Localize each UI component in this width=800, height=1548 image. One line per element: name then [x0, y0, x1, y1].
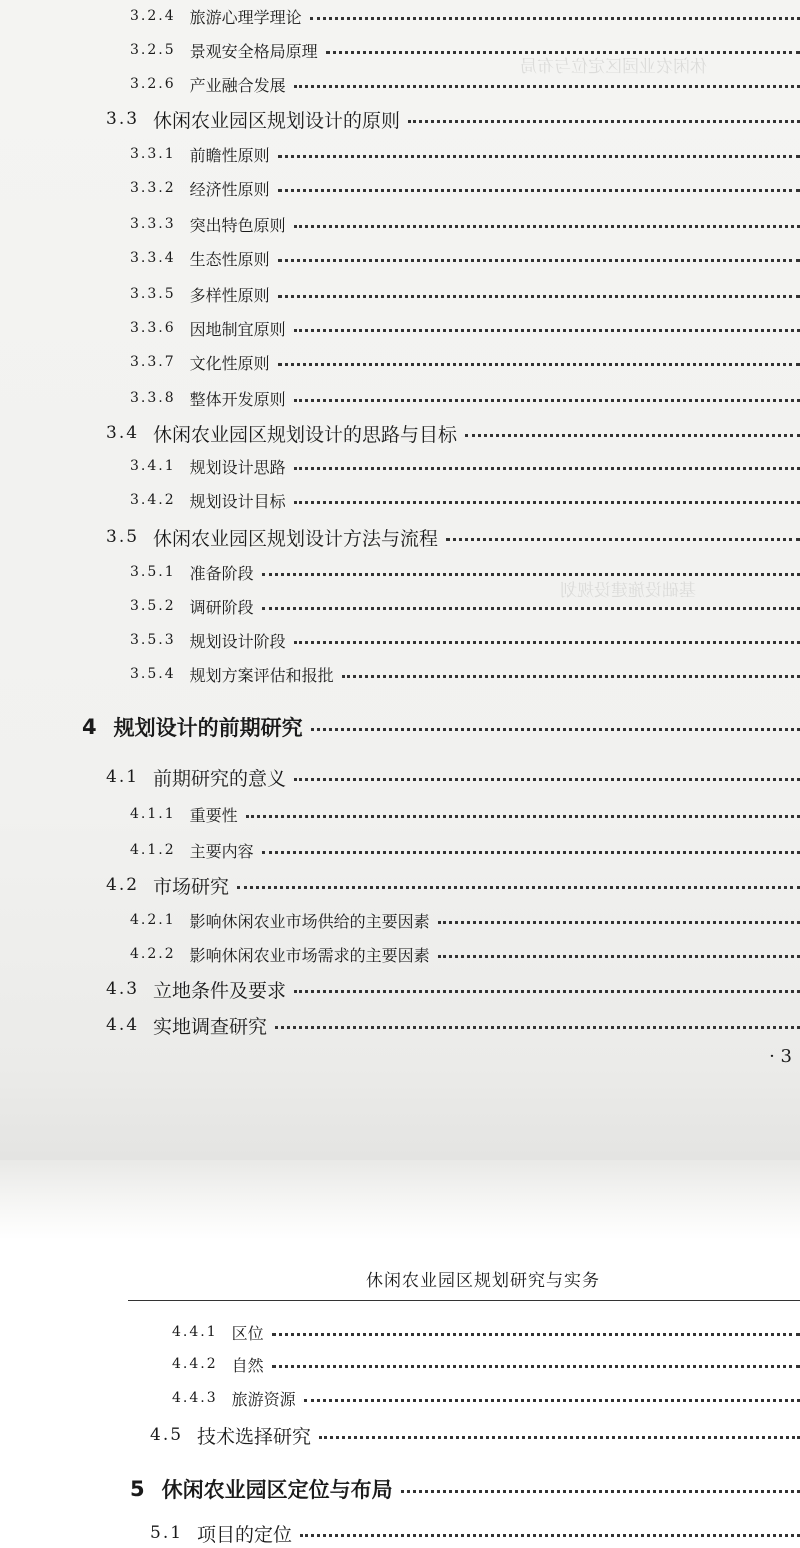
dot-leader	[278, 155, 800, 158]
header-rule	[128, 1300, 800, 1301]
toc-entry-title: 整体开发原则	[189, 389, 286, 409]
toc-entry-title: 前瞻性原则	[189, 145, 270, 165]
toc-entry-number: 4.1.1	[130, 806, 176, 822]
dot-leader	[342, 675, 800, 678]
toc-entry-number: 4.4.3	[172, 1390, 218, 1406]
toc-entry-title: 规划方案评估和报批	[189, 665, 334, 685]
toc-entry-title: 规划设计思路	[189, 457, 286, 477]
dot-leader	[310, 17, 800, 20]
toc-entry-number: 3.3.8	[130, 390, 176, 406]
dot-leader	[438, 955, 800, 958]
toc-subsection-entry	[130, 384, 800, 412]
dot-leader	[294, 467, 800, 470]
toc-subsection-entry	[130, 244, 800, 272]
toc-entry-number: 3.2.5	[130, 42, 176, 58]
toc-entry-number: 3.3.3	[130, 216, 176, 232]
toc-entry-number: 3.3.4	[130, 250, 176, 266]
page-gap	[0, 1160, 800, 1240]
toc-subsection-entry	[172, 1384, 800, 1412]
toc-entry-number: 3.3.5	[130, 286, 176, 302]
toc-subsection-entry	[130, 660, 800, 688]
toc-entry-title: 项目的定位	[197, 1523, 293, 1546]
dot-leader	[294, 778, 800, 781]
toc-entry-number: 4.1.2	[130, 842, 176, 858]
toc-entry-number: 3.3.2	[130, 180, 176, 196]
dot-leader	[262, 607, 800, 610]
toc-entry-title: 生态性原则	[189, 249, 270, 269]
dot-leader	[246, 815, 800, 818]
running-head: 休闲农业园区规划研究与实务	[366, 1271, 600, 1291]
toc-chapter-entry	[82, 710, 800, 744]
toc-subsection-entry	[130, 558, 800, 586]
toc-entry-number: 4.3	[106, 979, 140, 999]
toc-subsection-entry	[130, 314, 800, 342]
toc-subsection-entry	[130, 36, 800, 64]
toc-subsection-entry	[130, 906, 800, 934]
dot-leader	[304, 1399, 800, 1402]
toc-entry-title: 多样性原则	[189, 285, 270, 305]
toc-subsection-entry	[130, 2, 800, 30]
toc-section-entry	[150, 1420, 800, 1450]
toc-subsection-entry	[130, 70, 800, 98]
toc-entry-title: 旅游资源	[231, 1389, 296, 1409]
dot-leader	[262, 851, 800, 854]
dot-leader	[237, 886, 800, 889]
toc-entry-title: 影响休闲农业市场供给的主要因素	[189, 911, 430, 931]
dot-leader	[278, 295, 800, 298]
dot-leader	[294, 990, 800, 993]
dot-leader	[319, 1436, 800, 1439]
toc-entry-title: 影响休闲农业市场需求的主要因素	[189, 945, 430, 965]
toc-entry-title: 经济性原则	[189, 179, 270, 199]
toc-subsection-entry	[130, 348, 800, 376]
toc-chapter-entry	[130, 1472, 800, 1506]
toc-entry-title: 景观安全格局原理	[189, 41, 318, 61]
toc-subsection-entry	[130, 626, 800, 654]
toc-entry-title: 休闲农业园区规划设计的原则	[153, 109, 401, 132]
toc-entry-number: 5	[130, 1477, 146, 1501]
toc-entry-number: 3.3	[106, 109, 140, 129]
toc-section-entry	[106, 974, 800, 1004]
dot-leader	[294, 225, 800, 228]
toc-subsection-entry	[130, 140, 800, 168]
toc-section-entry	[106, 522, 800, 552]
dot-leader	[262, 573, 800, 576]
toc-entry-number: 3.5.1	[130, 564, 176, 580]
toc-entry-number: 3.3.7	[130, 354, 176, 370]
toc-section-entry	[106, 418, 800, 448]
dot-leader	[300, 1534, 800, 1537]
toc-entry-title: 休闲农业园区规划设计的思路与目标	[153, 423, 458, 446]
toc-entry-number: 3.4	[106, 423, 140, 443]
toc-entry-number: 5.1	[150, 1523, 184, 1543]
dot-leader	[278, 259, 800, 262]
dot-leader	[275, 1026, 800, 1029]
toc-entry-number: 4.4.2	[172, 1356, 218, 1372]
dot-leader	[294, 399, 800, 402]
dot-leader	[446, 538, 800, 541]
toc-entry-title: 规划设计阶段	[189, 631, 286, 651]
toc-entry-title: 文化性原则	[189, 353, 270, 373]
dot-leader	[465, 434, 800, 437]
toc-entry-number: 3.5.2	[130, 598, 176, 614]
toc-subsection-entry	[130, 800, 800, 828]
toc-entry-number: 4.2.2	[130, 946, 176, 962]
toc-entry-title: 休闲农业园区规划设计方法与流程	[153, 527, 439, 550]
dot-leader	[408, 120, 800, 123]
toc-subsection-entry	[172, 1318, 800, 1346]
toc-subsection-entry	[130, 210, 800, 238]
dot-leader	[294, 85, 800, 88]
toc-entry-title: 调研阶段	[189, 597, 254, 617]
toc-entry-title: 休闲农业园区定位与布局	[161, 1478, 393, 1502]
dot-leader	[438, 921, 800, 924]
toc-entry-number: 3.5	[106, 527, 140, 547]
toc-entry-title: 规划设计的前期研究	[113, 716, 303, 740]
toc-entry-title: 突出特色原则	[189, 215, 286, 235]
toc-entry-number: 4.4.1	[172, 1324, 218, 1340]
toc-entry-number: 3.4.2	[130, 492, 176, 508]
toc-entry-number: 3.4.1	[130, 458, 176, 474]
toc-entry-number: 3.2.4	[130, 8, 176, 24]
toc-entry-number: 4.1	[106, 767, 140, 787]
toc-subsection-entry	[130, 452, 800, 480]
page-number: · 3	[769, 1046, 792, 1067]
toc-subsection-entry	[130, 280, 800, 308]
toc-subsection-entry	[130, 486, 800, 514]
toc-entry-number: 4.5	[150, 1425, 184, 1445]
toc-entry-title: 主要内容	[189, 841, 254, 861]
toc-entry-number: 4	[82, 715, 98, 739]
toc-entry-title: 准备阶段	[189, 563, 254, 583]
dot-leader	[294, 641, 800, 644]
toc-subsection-entry	[130, 174, 800, 202]
dot-leader	[294, 501, 800, 504]
toc-entry-title: 重要性	[189, 805, 238, 825]
toc-subsection-entry	[130, 940, 800, 968]
toc-entry-title: 前期研究的意义	[153, 767, 287, 790]
toc-entry-number: 3.3.6	[130, 320, 176, 336]
dot-leader	[326, 51, 800, 54]
toc-entry-number: 3.3.1	[130, 146, 176, 162]
toc-entry-title: 规划设计目标	[189, 491, 286, 511]
toc-entry-title: 技术选择研究	[197, 1425, 312, 1448]
toc-entry-title: 立地条件及要求	[153, 979, 287, 1002]
toc-entry-number: 4.2	[106, 875, 140, 895]
toc-section-entry	[106, 1010, 800, 1040]
toc-section-entry	[106, 870, 800, 900]
toc-entry-number: 3.2.6	[130, 76, 176, 92]
toc-subsection-entry	[130, 592, 800, 620]
dot-leader	[272, 1333, 800, 1336]
toc-subsection-entry	[130, 836, 800, 864]
toc-entry-number: 3.5.4	[130, 666, 176, 682]
bleed-through-text: 基础设施建设规划	[560, 581, 696, 601]
toc-entry-number: 4.2.1	[130, 912, 176, 928]
toc-entry-title: 产业融合发展	[189, 75, 286, 95]
bleed-through-text: 休闲农业园区定位与布局	[520, 57, 707, 77]
toc-entry-title: 旅游心理学理论	[189, 7, 302, 27]
dot-leader	[272, 1365, 800, 1368]
dot-leader	[401, 1490, 800, 1493]
toc-entry-title: 自然	[231, 1355, 264, 1375]
toc-entry-title: 实地调查研究	[153, 1015, 268, 1038]
dot-leader	[294, 329, 800, 332]
toc-subsection-entry	[172, 1350, 800, 1378]
toc-section-entry	[150, 1518, 800, 1548]
toc-entry-number: 4.4	[106, 1015, 140, 1035]
toc-entry-title: 区位	[231, 1323, 264, 1343]
dot-leader	[278, 363, 800, 366]
dot-leader	[311, 728, 800, 731]
toc-entry-title: 市场研究	[153, 875, 230, 898]
toc-entry-title: 因地制宜原则	[189, 319, 286, 339]
toc-section-entry	[106, 104, 800, 134]
dot-leader	[278, 189, 800, 192]
toc-section-entry	[106, 762, 800, 792]
toc-entry-number: 3.5.3	[130, 632, 176, 648]
